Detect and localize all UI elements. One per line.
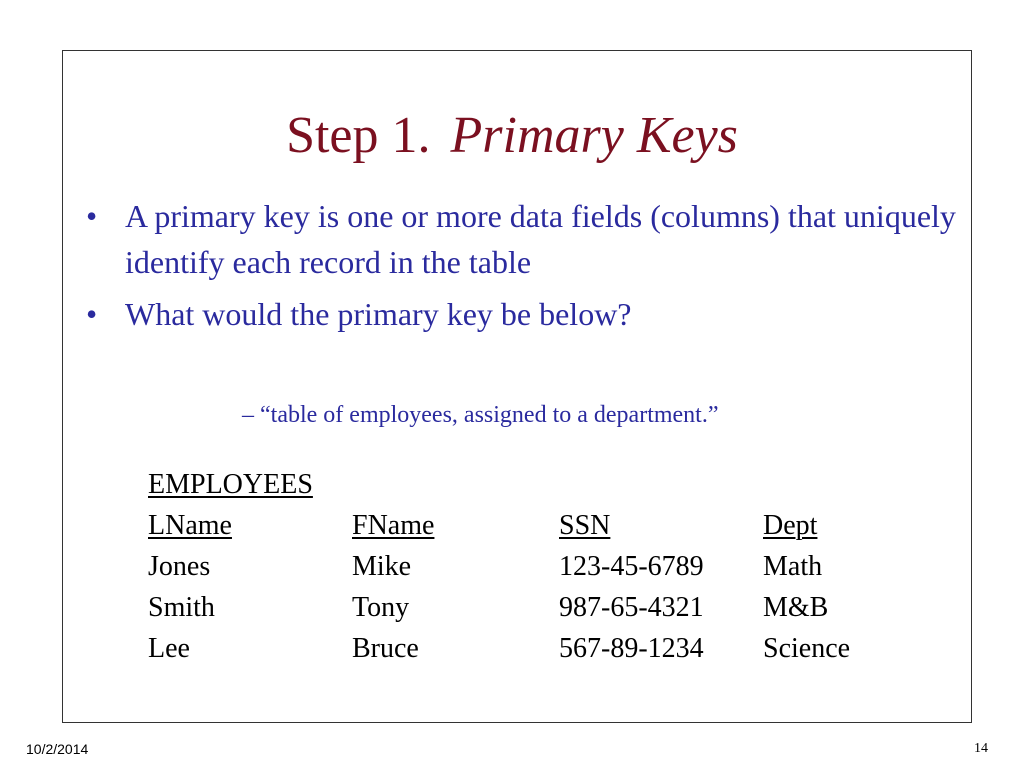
cell-dept: M&B <box>763 592 829 623</box>
cell-ssn: 987-65-4321 <box>559 592 704 623</box>
cell-dept: Science <box>763 633 851 664</box>
table-header-row <box>148 505 903 546</box>
cell-ssn: 123-45-6789 <box>559 551 704 582</box>
cell-lname: Jones <box>148 551 211 582</box>
cell-fname: Tony <box>352 592 410 623</box>
cell-lname: Lee <box>148 633 190 664</box>
sub-bullet <box>242 398 719 432</box>
bullet-list <box>86 193 956 343</box>
cell-dept: Math <box>763 551 823 582</box>
employees-table <box>148 464 903 669</box>
table-row <box>148 546 903 587</box>
bullet-item <box>86 193 956 285</box>
bullet-item <box>86 291 956 337</box>
table-row <box>148 628 903 669</box>
bullet-text: A primary key is one or more data fields (columns) that uniquely identify each record in the table <box>125 198 956 280</box>
cell-ssn: 567-89-1234 <box>559 633 704 664</box>
bullet-text: What would the primary key be below? <box>125 296 632 332</box>
bullet-marker: • <box>86 296 98 332</box>
cell-fname: Mike <box>352 551 412 582</box>
table-name-row <box>148 464 903 505</box>
sub-bullet-marker: – <box>242 402 254 428</box>
title-main: Step 1. <box>286 107 431 164</box>
slide-title <box>0 104 1024 168</box>
header-ssn: SSN <box>559 510 611 541</box>
bullet-marker: • <box>86 198 98 234</box>
cell-fname: Bruce <box>352 633 419 664</box>
cell-lname: Smith <box>148 592 215 623</box>
table-name: EMPLOYEES <box>148 469 313 500</box>
table-row <box>148 587 903 628</box>
sub-bullet-text: “table of employees, assigned to a department.” <box>260 402 719 428</box>
page-number: 14 <box>974 741 988 756</box>
header-lname: LName <box>148 510 232 541</box>
header-fname: FName <box>352 510 435 541</box>
header-dept: Dept <box>763 510 818 541</box>
title-emphasis: Primary Keys <box>450 107 738 164</box>
footer-date: 10/2/2014 <box>26 741 89 757</box>
